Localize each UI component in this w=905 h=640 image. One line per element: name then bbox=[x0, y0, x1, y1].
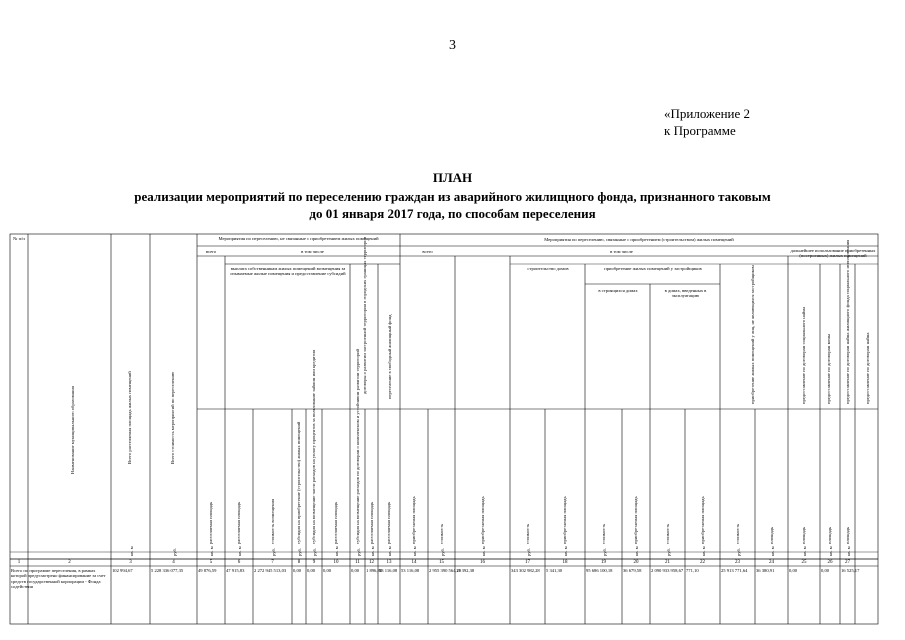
unit-label: кв. м bbox=[480, 546, 486, 556]
column-number: 18 bbox=[562, 559, 568, 565]
subheader-s18: приобретаемая площадь bbox=[699, 496, 705, 544]
header-including-1: в том числе bbox=[301, 249, 324, 254]
unit-label: руб. bbox=[439, 548, 445, 556]
header-total-2: всего bbox=[422, 249, 433, 254]
table-cell: 0,00 bbox=[293, 568, 302, 573]
subheader-s1: расселяемая площадь bbox=[208, 501, 213, 544]
plan-subtitle-line-1: реализации мероприятий по переселению граждан из аварийного жилищного фонда, признанного таковым bbox=[134, 189, 771, 204]
row-label: Всего по программе переселения, в рамках которой предусмотрено финансирование за счет средств государственной корпорации - Фонда содействия bbox=[11, 568, 106, 590]
appendix-note bbox=[664, 105, 750, 139]
header-group-acquisition: Мероприятия по переселению, связанные с приобретением (строительством) жилых помещений bbox=[544, 237, 734, 242]
table-cell: 343 302 982,28 bbox=[511, 568, 540, 573]
unit-label: кв. м bbox=[828, 546, 833, 556]
column-number: 20 bbox=[633, 559, 639, 565]
table-cell: 1 896,80 bbox=[366, 568, 383, 573]
appendix-line-1: «Приложение 2 bbox=[664, 106, 751, 121]
subheader-s7: субсидия на возмещение расходов по договорам о комплексном и устойчивом развитии территорий bbox=[354, 349, 360, 544]
table-cell: 16 525,17 bbox=[841, 568, 860, 573]
table-cell: 2 272 945 513,03 bbox=[254, 568, 287, 573]
appendix-line-2: к Программе bbox=[664, 123, 736, 138]
table-cell: 2 090 933 958,67 bbox=[651, 568, 684, 573]
table-cell: 95 686 100,18 bbox=[586, 568, 613, 573]
header-number: № п/п bbox=[13, 236, 25, 241]
unit-label: кв. м bbox=[700, 546, 706, 556]
subheader-s12: приобретаемая площадь bbox=[479, 496, 485, 544]
header-total-cost: Всего стоимость мероприятий по переселению bbox=[170, 371, 175, 464]
table-cell: 49 876,59 bbox=[198, 568, 217, 573]
header-payment: выплата собственникам жилых помещений возмещения за изымаемые жилые помещения и предоставление субсидий bbox=[230, 266, 346, 277]
unit-label: руб. bbox=[355, 548, 361, 556]
column-number: 19 bbox=[601, 559, 606, 565]
subheader-s23: площадь bbox=[844, 526, 850, 544]
unit-label: кв. м bbox=[334, 546, 339, 556]
column-number: 4 bbox=[172, 559, 175, 565]
header-mo-name: Наименование муниципального образования bbox=[70, 386, 75, 474]
column-number: 6 bbox=[237, 559, 241, 565]
column-number: 22 bbox=[700, 559, 705, 565]
subheader-s2: расселяемая площадь bbox=[236, 501, 241, 544]
unit-label: руб. bbox=[312, 548, 317, 556]
subheader-s15: стоимость bbox=[600, 523, 606, 544]
unit-label: кв. м bbox=[369, 546, 375, 556]
table-cell: 0,00 bbox=[307, 568, 316, 573]
table-cell: 0,00 bbox=[821, 568, 830, 573]
table-cell: 25 913 771,64 bbox=[721, 568, 748, 573]
unit-label: руб. bbox=[665, 548, 671, 556]
subheader-s3: стоимость возмещения bbox=[269, 498, 275, 544]
unit-label: кв. м bbox=[845, 546, 851, 556]
table-grid bbox=[10, 234, 878, 634]
unit-label: кв. м bbox=[769, 546, 775, 556]
header-further-use: дальнейшее использование приобретенных (построенных) жилых помещений bbox=[790, 248, 876, 259]
column-number: 8 bbox=[297, 559, 301, 565]
column-number: 24 bbox=[769, 559, 774, 565]
header-acquire: приобретение жилых помещений у застройщиков bbox=[604, 266, 702, 271]
column-number: 10 bbox=[333, 559, 339, 565]
subheader-s19: стоимость bbox=[734, 523, 740, 544]
column-number: 11 bbox=[355, 559, 360, 565]
subheader-s16: приобретаемая площадь bbox=[633, 496, 638, 544]
column-number: 23 bbox=[735, 559, 740, 565]
column-number: 25 bbox=[801, 559, 807, 565]
header-acquire-done: в домах, введенных в эксплуатацию bbox=[664, 288, 707, 299]
column-number: 2 bbox=[68, 559, 71, 565]
unit-label: руб. bbox=[601, 548, 607, 556]
unit-label: кв. м bbox=[128, 546, 134, 556]
unit-label: кв. м bbox=[237, 546, 242, 556]
unit-label: руб. bbox=[270, 548, 276, 556]
header-acquire-building: в строящихся домах bbox=[598, 288, 638, 293]
header-total-area: Всего расселяемая площадь жилых помещений bbox=[127, 371, 132, 464]
header-owner: предоставление по договорам найма жилищного фонда социального использования bbox=[845, 239, 850, 404]
subheader-s4: субсидия на приобретение (строительство) жилых помещений bbox=[296, 421, 301, 544]
table-cell: 0,00 bbox=[351, 568, 360, 573]
table-cell: 11 392,38 bbox=[456, 568, 475, 573]
column-number: 9 bbox=[312, 559, 316, 565]
header-free-fund: переселение в свободный жилищный фонд bbox=[387, 314, 392, 399]
column-number: 17 bbox=[525, 559, 530, 565]
column-number: 15 bbox=[439, 559, 444, 565]
header-including-2: в том числе bbox=[610, 249, 633, 254]
table-cell: 5 341,30 bbox=[546, 568, 563, 573]
subheader-s17: стоимость bbox=[664, 523, 670, 544]
column-number: 12 bbox=[369, 559, 374, 565]
header-acquire-other: приобретение жилых помещений у лиц, не являющихся застройщиком bbox=[750, 265, 755, 404]
subheader-s8: расселяемая площадь bbox=[368, 501, 374, 544]
plan-title: ПЛАН bbox=[432, 170, 473, 185]
table-cell: 36 380,91 bbox=[756, 568, 775, 573]
unit-label: кв. м bbox=[802, 546, 807, 556]
table-cell: 102 994,67 bbox=[112, 568, 133, 573]
unit-label: кв. м bbox=[209, 546, 214, 556]
plan-table bbox=[10, 234, 878, 634]
header-exchange: предоставление по договорам мены bbox=[826, 333, 831, 404]
unit-label: кв. м bbox=[387, 546, 392, 556]
column-number: 3 bbox=[129, 559, 132, 565]
column-number: 21 bbox=[665, 559, 670, 565]
header-group-non-acquisition: Мероприятия по переселению, не связанные с приобретением жилых помещений bbox=[218, 236, 379, 241]
table-cell: 53 116,08 bbox=[379, 568, 398, 573]
unit-label: руб. bbox=[297, 548, 302, 556]
table-cell: 0,00 bbox=[789, 568, 798, 573]
table-cell: 53 116,08 bbox=[401, 568, 420, 573]
column-number: 7 bbox=[271, 559, 274, 565]
unit-label: руб. bbox=[171, 548, 177, 556]
header-build: строительство домов bbox=[527, 266, 569, 271]
unit-label: кв. м bbox=[563, 546, 568, 556]
unit-label: руб. bbox=[525, 548, 531, 556]
subheader-s10: приобретаемая площадь bbox=[411, 496, 416, 544]
column-number: 1 bbox=[17, 559, 21, 565]
subheader-s6: расселяемая площадь bbox=[333, 501, 338, 544]
subheader-s22: площадь bbox=[827, 526, 832, 544]
subheader-s5: субсидия на возмещение части расходов на уплату процентов за пользование займом или кредитом bbox=[311, 349, 316, 544]
unit-label: кв. м bbox=[412, 546, 417, 556]
table-cell: 771,10 bbox=[686, 568, 699, 573]
page-number: 3 bbox=[449, 38, 456, 53]
column-number: 16 bbox=[480, 559, 485, 565]
subheader-s9: расселяемая площадь bbox=[386, 501, 391, 544]
subheader-s14: приобретаемая площадь bbox=[562, 496, 567, 544]
subheader-s21: площадь bbox=[801, 526, 806, 544]
table-cell: 5 228 336 077,35 bbox=[151, 568, 184, 573]
plan-subtitle bbox=[40, 188, 865, 222]
unit-label: руб. bbox=[735, 548, 741, 556]
table-cell: 36 679,58 bbox=[623, 568, 642, 573]
column-number: 26 bbox=[827, 559, 833, 565]
header-rent: предоставление по договорам найма bbox=[865, 332, 870, 404]
column-number: 14 bbox=[411, 559, 417, 565]
header-social: предоставление по договорам социального найма bbox=[801, 306, 806, 404]
plan-subtitle-line-2: до 01 января 2017 года, по способам переселения bbox=[309, 206, 596, 221]
table-cell: 47 915,83 bbox=[226, 568, 245, 573]
subheader-s20: площадь bbox=[768, 526, 774, 544]
header-total-1: всего bbox=[205, 249, 217, 254]
column-number: 13 bbox=[386, 559, 392, 565]
table-cell: 0,00 bbox=[323, 568, 332, 573]
header-contracts: договоры о развитии застроенной территории в городских границах территории bbox=[362, 236, 367, 394]
subheader-s11: стоимость bbox=[438, 523, 444, 544]
table-cell: 2 955 390 564,29 bbox=[429, 568, 462, 573]
subheader-s13: стоимость bbox=[524, 523, 530, 544]
column-number: 5 bbox=[209, 559, 213, 565]
column-number: 27 bbox=[845, 559, 850, 565]
unit-label: кв. м bbox=[634, 546, 639, 556]
